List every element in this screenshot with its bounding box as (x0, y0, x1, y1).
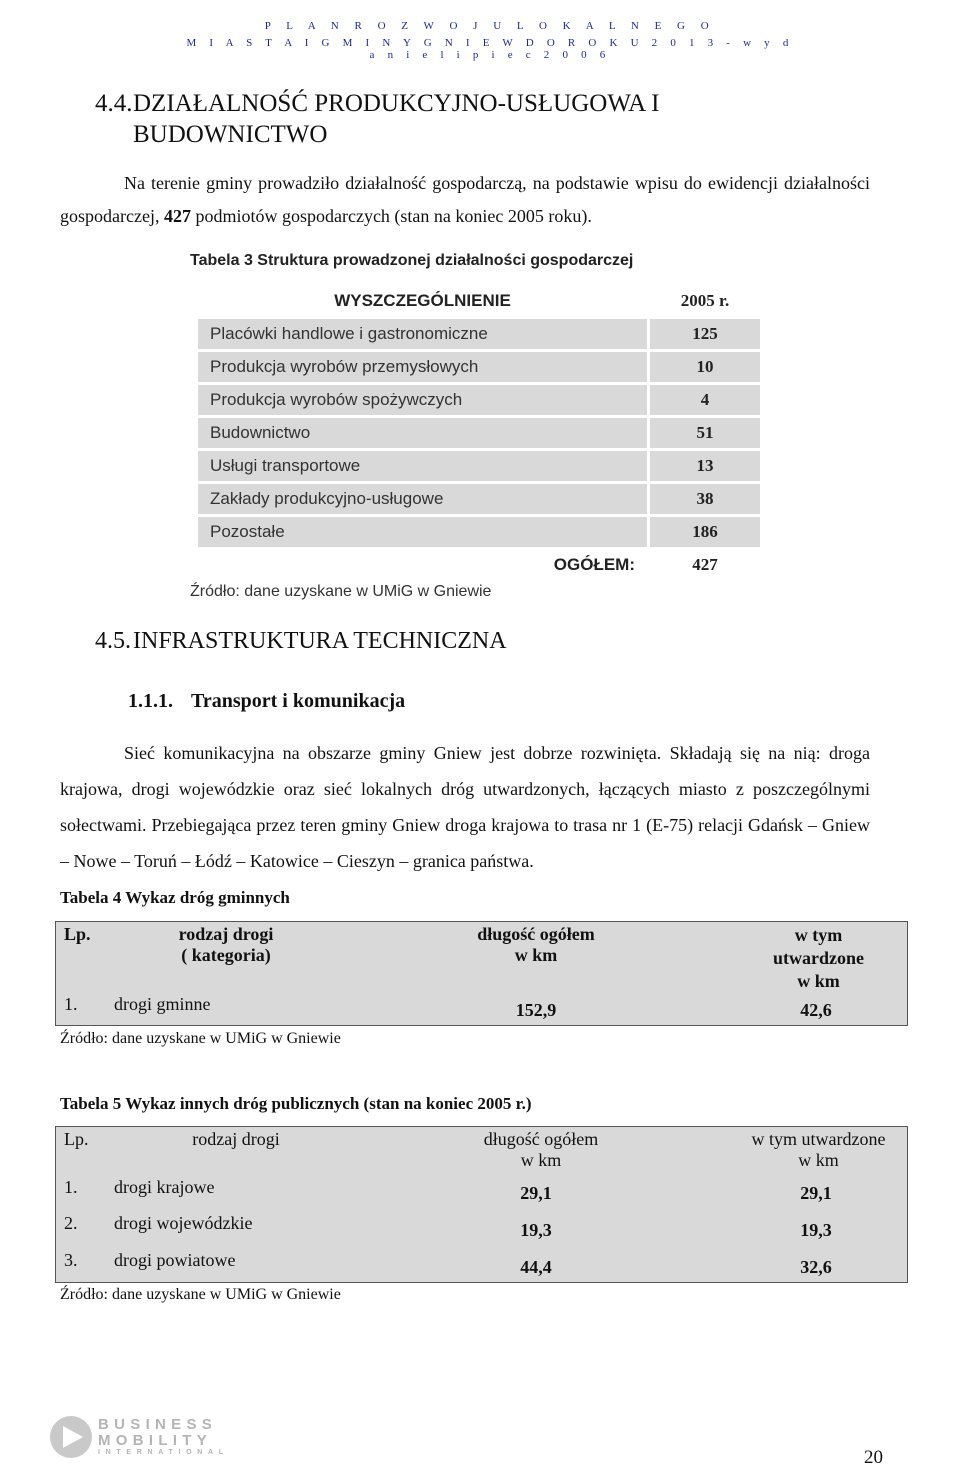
header-lp: Lp. (64, 924, 91, 944)
logo-text-line2: MOBILITY (98, 1432, 213, 1449)
table-header-row (198, 286, 760, 316)
header-length: długość ogółem w km (477, 924, 595, 965)
municipal-roads-table (55, 921, 908, 1026)
subsection-title: Transport i komunikacja (191, 690, 406, 712)
transport-paragraph: Sieć komunikacyjna na obszarze gminy Gniew jest dobrze rozwinięta. Składają się na nią: droga krajowa, drogi wojewódzkie oraz sieć lokalnych dróg utwardzonych, łączących miasto z poszczególnymi sołectwami. Przebiegająca przez teren gminy Gniew droga krajowa to trasa nr 1 (E-75) relacji Gdańsk – Gniew – Nowe – Toruń – Łódź – Katowice – Cieszyn – granica państwa. (60, 743, 870, 871)
section-title-line2: BUDOWNICTWO (133, 121, 328, 148)
business-mobility-logo (50, 1416, 250, 1466)
entity-count: 427 (163, 206, 191, 226)
column-header-year: 2005 r. (680, 291, 730, 310)
public-roads-table (55, 1126, 908, 1283)
running-header-subtitle: M I A S T A I G M I N Y G N I E W D O R O K U 2 0 1 3 - w y d a n i e l i p i e c 2 0 0 6 (186, 37, 794, 61)
table4-caption: Tabela 4 Wykaz dróg gminnych (60, 888, 290, 907)
table-row-lp: 2. (64, 1213, 78, 1233)
table3-source: Źródło: dane uzyskane w UMiG w Gniewie (190, 583, 492, 600)
table-row-lp: 1. (64, 1177, 78, 1197)
table5-caption: Tabela 5 Wykaz innych dróg publicznych (stan na koniec 2005 r.) (60, 1094, 532, 1113)
row-lp: 1. (64, 994, 78, 1014)
total-label: OGÓŁEM: (198, 550, 650, 580)
table4-source: Źródło: dane uzyskane w UMiG w Gniewie (60, 1030, 341, 1047)
table-row-lp: 3. (64, 1250, 78, 1270)
table-row: Produkcja wyrobów spożywczych 4 (198, 385, 760, 415)
play-circle-icon (50, 1416, 92, 1458)
logo-text-line3: INTERNATIONAL (98, 1449, 229, 1456)
table-row: Placówki handlowe i gastronomiczne 125 (198, 319, 760, 349)
header-road-type: rodzaj drogi (192, 1129, 280, 1149)
table-row: Usługi transportowe 13 (198, 451, 760, 481)
row-length: 152,9 (515, 1000, 557, 1020)
section-title-line1: DZIAŁALNOŚĆ PRODUKCYJNO-USŁUGOWA I (133, 90, 660, 117)
header-length: długość ogółem w km (483, 1129, 599, 1170)
header-lp: Lp. (64, 1129, 89, 1149)
table5-source: Źródło: dane uzyskane w UMiG w Gniewie (60, 1286, 341, 1303)
table-row-length: 44,4 (520, 1257, 552, 1277)
table-row: Budownictwo 51 (198, 418, 760, 448)
activity-structure-table (198, 283, 760, 583)
table-row-length: 19,3 (520, 1220, 552, 1240)
section-title: INFRASTRUKTURA TECHNICZNA (133, 628, 507, 654)
subsection-number: 1.1.1. (128, 690, 173, 712)
intro-paragraph: Na terenie gminy prowadziło działalność gospodarczą, na podstawie wpisu do ewidencji działalności gospodarczej, 427 podmiotów gospodarczych (stan na koniec 2005 roku). (60, 173, 870, 226)
section-heading-4-4 (95, 88, 855, 150)
table-row-type: drogi wojewódzkie (114, 1213, 253, 1233)
section-heading-4-5 (95, 628, 507, 655)
section-number: 4.5. (95, 628, 131, 654)
total-value: 427 (692, 555, 718, 574)
table-row: Pozostałe 186 (198, 517, 760, 547)
table-row: Produkcja wyrobów przemysłowych 10 (198, 352, 760, 382)
table3-caption: Tabela 3 Struktura prowadzonej działalności gospodarczej (190, 252, 634, 269)
header-paved: w tym utwardzone w km (773, 925, 864, 991)
row-paved: 42,6 (800, 1000, 832, 1020)
subsection-heading (128, 690, 405, 713)
header-paved: w tym utwardzone w km (751, 1129, 886, 1170)
table-row-type: drogi powiatowe (114, 1250, 236, 1270)
table-row-type: drogi krajowe (114, 1177, 215, 1197)
table-row-length: 29,1 (520, 1183, 552, 1203)
table-row-paved: 32,6 (800, 1257, 832, 1277)
page-number: 20 (864, 1447, 883, 1468)
table-row-paved: 19,3 (800, 1220, 832, 1240)
running-header-title: P L A N R O Z W O J U L O K A L N E G O (264, 20, 716, 32)
section-number: 4.4. (95, 90, 133, 117)
row-road-type: drogi gminne (114, 994, 211, 1014)
table-row-paved: 29,1 (800, 1183, 832, 1203)
logo-text-line1: BUSINESS (98, 1416, 218, 1433)
table-row: Zakłady produkcyjno-usługowe 38 (198, 484, 760, 514)
table-total-row (198, 550, 760, 580)
header-road-type: rodzaj drogi ( kategoria) (178, 924, 274, 965)
column-header-label: WYSZCZEGÓLNIENIE (198, 286, 650, 316)
